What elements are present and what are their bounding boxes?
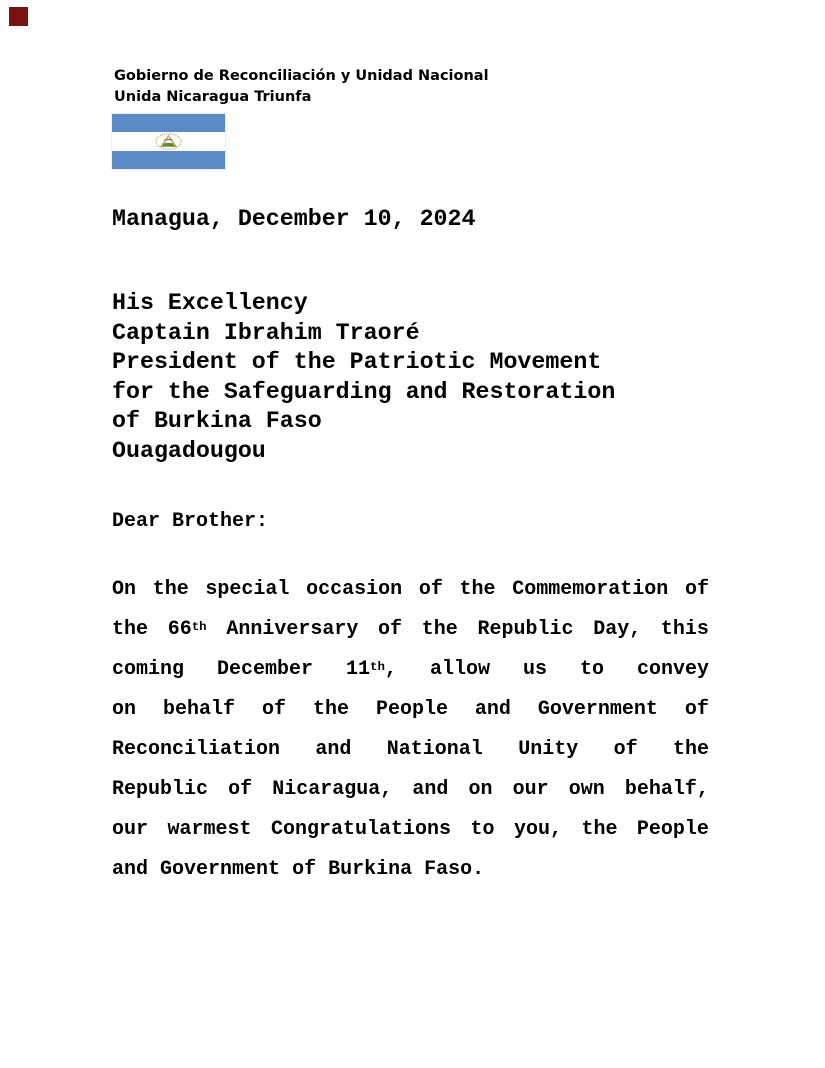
nicaragua-emblem-icon — [155, 133, 182, 150]
corner-mark — [9, 7, 28, 26]
body-line: our warmest Congratulations to you, the People — [112, 818, 709, 841]
body-line: Republic of Nicaragua, and on our own behalf, — [112, 778, 709, 801]
body-line: On the special occasion of the Commemoration of — [112, 578, 709, 601]
nicaragua-flag — [112, 114, 225, 169]
recipient-line: for the Safeguarding and Restoration — [112, 378, 616, 405]
body-paragraph — [112, 570, 709, 890]
salutation: Dear Brother: — [112, 510, 269, 533]
date-line: Managua, December 10, 2024 — [112, 206, 476, 232]
body-line: coming December 11th, allow us to convey — [112, 658, 709, 681]
recipient-line: of Burkina Faso — [112, 408, 322, 434]
recipient-line: President of the Patriotic Movement — [112, 349, 602, 375]
flag-stripe-top — [112, 114, 225, 132]
flag-stripe-bottom — [112, 151, 225, 169]
recipient-line: Ouagadougou — [112, 437, 266, 464]
body-line: and Government of Burkina Faso. — [112, 858, 485, 881]
body-line: on behalf of the People and Government of — [112, 698, 709, 721]
recipient-block — [112, 289, 615, 466]
body-line: the 66th Anniversary of the Republic Day, this — [112, 618, 709, 641]
recipient-line: Captain Ibrahim Traoré — [112, 319, 420, 346]
letterhead-line-1: Gobierno de Reconciliación y Unidad Nacional — [114, 68, 489, 84]
body-line: Reconciliation and National Unity of the — [112, 738, 709, 761]
recipient-line: His Excellency — [112, 290, 308, 316]
letterhead-line-2: Unida Nicaragua Triunfa — [114, 89, 312, 105]
letterhead — [114, 66, 489, 108]
